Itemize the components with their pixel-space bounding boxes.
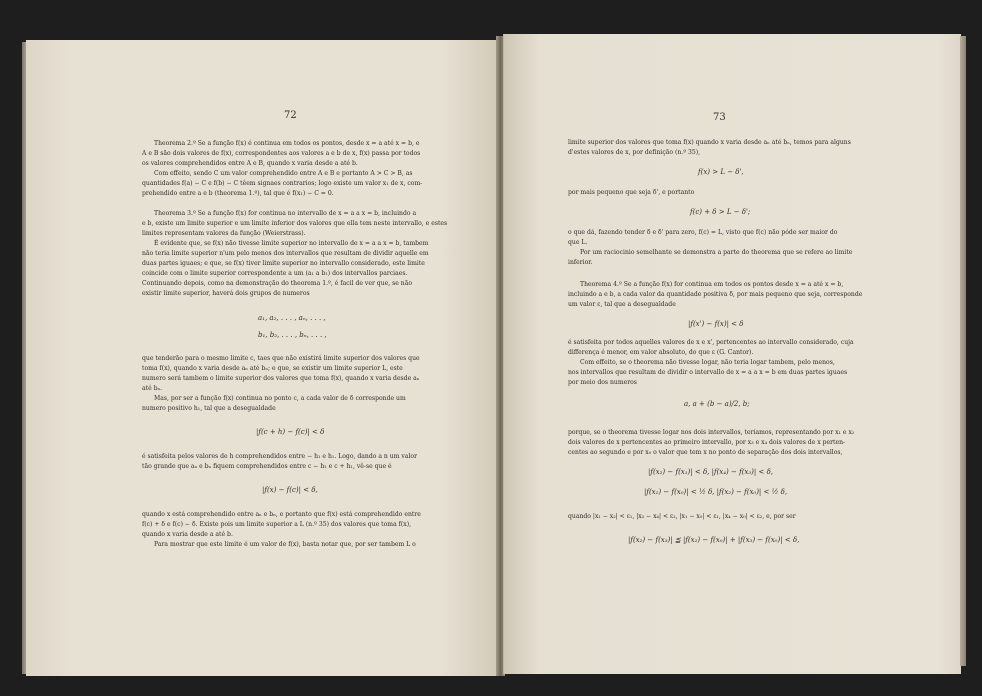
right-inequality-3: |f(x') − f(x)| < δ xyxy=(688,320,744,328)
left-inequality-1: |f(c + h) − f(c)| < δ xyxy=(256,428,325,436)
right-inequality-5: |f(x₁) − f(x₀)| < ½ δ, |f(x₂) − f(x₀)| < ½ δ, xyxy=(644,488,788,496)
left-line-29: f(c) + δ e f(c) − δ. Existe pois um limite superior a L (n.º 35) dos valores que toma f(x), xyxy=(142,521,412,528)
right-line-4: por mais pequeno que seja δ', e portanto xyxy=(568,189,695,196)
right-inequality-4: |f(x₂) − f(x₁)| < δ, |f(x₄) − f(x₃)| < δ, xyxy=(648,468,774,476)
left-line-9: limites representam valores da função (Weierstrass). xyxy=(142,230,306,237)
left-sequence-a: a₁, a₂, . . . , aₙ, . . . , xyxy=(258,314,326,322)
right-line-15: differença é menor, em valor absoluto, do que ε (G. Cantor). xyxy=(568,349,754,356)
right-line-11: incluindo a e b, a cada valor da quantidade positiva δ, por mais pequeno que seja, corresponde xyxy=(568,291,863,298)
left-line-3: os valores comprehendidos entre A e B, quando x varia desde a até b. xyxy=(142,160,358,167)
left-line-23: numero positivo h₁, tal que a desegualdade xyxy=(142,405,276,412)
left-line-22: Mas, por ser a função f(x) continua no ponto c, a cada valor de δ corresponde um xyxy=(154,395,406,402)
left-line-25: é satisfeita pelos valores de h comprehendidos entre − h₁ e h₁. Logo, dando a n um valor xyxy=(142,453,418,460)
right-line-9: inferior. xyxy=(568,259,593,266)
right-line-2: d'estes valores de x, por definição (n.º 35), xyxy=(568,149,701,156)
left-line-15: existir limite superior, haverá dois grupos de numeros xyxy=(142,290,310,297)
left-line-31: Para mostrar que este limite é um valor de f(x), basta notar que, por ser tambem L o xyxy=(154,541,416,548)
right-line-22: centes ao segundo e por x₀ o valor que tem x no ponto de separação dos dois intervallos, xyxy=(568,449,843,456)
left-line-30: quando x varia desde a até b. xyxy=(142,531,233,538)
right-inequality-6: |f(x₂) − f(x₃)| ≦ |f(x₂) − f(x₀)| + |f(x₃) − f(x₀)| < δ, xyxy=(628,536,800,544)
left-line-18: que tenderão para o mesmo limite c, taes que não existirá limite superior dos valores que xyxy=(142,355,420,362)
left-line-14: Continuando depois, como na demonstração do theorema 1.º, é facil de ver que, se não xyxy=(142,280,413,287)
right-line-17: nos intervallos que resultam de dividir o intervallo de x = a a x = b em duas partes iguaes xyxy=(568,369,848,376)
left-line-21: até bₙ. xyxy=(142,385,163,392)
right-inequality-2: f(c) + δ > L − δ'; xyxy=(690,208,751,216)
right-line-16: Com effeito, se o theorema não tivesse logar, não teria logar tambem, pelo menos, xyxy=(580,359,835,366)
left-line-11: não teria limite superior n'um pelo menos dos intervallos que resultam de dividir aquelle em xyxy=(142,250,429,257)
right-line-8: Por um raciocinio semelhante se demonstra a parte do theorema que se refere ao limite xyxy=(580,249,853,256)
right-page xyxy=(503,34,961,674)
right-line-25: quando |x₁ − x₂| < ε₁, |x₃ − x₄| < ε₂, |x₁ − x₀| < ε₁, |x₄ − x₀| < ε₂, e, por ser xyxy=(568,513,796,520)
right-line-14: é satisfeita por todos aquelles valores de x e x', pertencentes ao intervallo considerado, cuja xyxy=(568,339,854,346)
right-line-6: o que dá, fazendo tender δ e δ' para zero, f(c) = L, visto que f(c) não póde ser maior do xyxy=(568,229,838,236)
left-line-2: A e B são dois valores de f(x), correspondentes aos valores a e b de x, f(x) passa por todos xyxy=(142,150,421,157)
right-line-20: porque, se o theorema tivesse logar nos dois intervallos, teriamos, representando por x₁ e x₂ xyxy=(568,429,855,436)
right-line-1: limite superior dos valores que toma f(x) quando x varia desde aₙ até bₙ, temos para alguns xyxy=(568,139,851,146)
left-line-6: prehendido entre a e b (theorema 1.º), tal que é f(x₁) − C = 0. xyxy=(142,190,334,197)
left-line-4: Com effeito, sendo C um valor comprehendido entre A e B e portanto A > C > B, as xyxy=(154,170,413,177)
left-line-13: coincide com o limite superior correspondente a um (a₁ a b₁) dos intervallos parciaes. xyxy=(142,270,408,277)
right-line-21: dois valores de x pertencentes ao primeiro intervallo, por x₃ e x₄ dois valores de x perten- xyxy=(568,439,846,446)
left-inequality-2: |f(x) − f(c)| < δ, xyxy=(262,486,318,494)
left-line-28: quando x está comprehendido entre aₙ e bₙ, e portanto que f(x) está comprehendido entre xyxy=(142,511,421,518)
left-page xyxy=(26,40,498,676)
right-line-7: que L. xyxy=(568,239,588,246)
left-sequence-b: b₁, b₂, . . . , bₙ, . . . , xyxy=(258,331,327,339)
right-line-10: Theorema 4.º Se a função f(x) for continua em todos os pontos desde x = a até x = b, xyxy=(580,281,844,288)
right-page-edge xyxy=(960,36,966,666)
left-line-12: duas partes iguaes; e que, se f(x) tiver limite superior no intervallo considerado, este limite xyxy=(142,260,425,267)
left-line-26: tão grande que aₙ e bₙ fiquem comprehendidos entre c − h₁ e c + h₁, vê-se que é xyxy=(142,463,392,470)
right-page-number: 73 xyxy=(713,112,726,123)
right-midpoint-formula: a, a + (b − a)/2, b; xyxy=(684,400,750,408)
right-line-18: por meio dos numeros xyxy=(568,379,637,386)
left-line-7: Theorema 3.º Se a função f(x) for continua no intervallo de x = a a x = b, incluindo a xyxy=(154,210,417,217)
left-page-number: 72 xyxy=(284,110,297,121)
left-line-10: É evidente que, se f(x) não tivesse limite superior no intervallo de x = a a x = b, tambem xyxy=(154,240,429,247)
right-line-12: um valor ε, tal que a desegualdade xyxy=(568,301,676,308)
left-line-8: e b, existe um limite superior e um limite inferior dos valores que ella tem neste intervallo, e estes xyxy=(142,220,448,227)
left-line-5: quantidades f(a) − C e f(b) − C têem signaes contrarios; logo existe um valor x₁ de x, com- xyxy=(142,180,423,187)
left-line-19: toma f(x), quando x varia desde aₙ até bₙ; e que, se existir um limite superior L, este xyxy=(142,365,403,372)
right-inequality-1: f(x) > L − δ', xyxy=(698,168,744,176)
left-line-20: numero será tambem o limite superior dos valores que toma f(x), quando x varia desde aₙ xyxy=(142,375,420,382)
left-line-1: Theorema 2.º Se a função f(x) é continua em todos os pontos, desde x = a até x = b, e xyxy=(154,140,420,147)
